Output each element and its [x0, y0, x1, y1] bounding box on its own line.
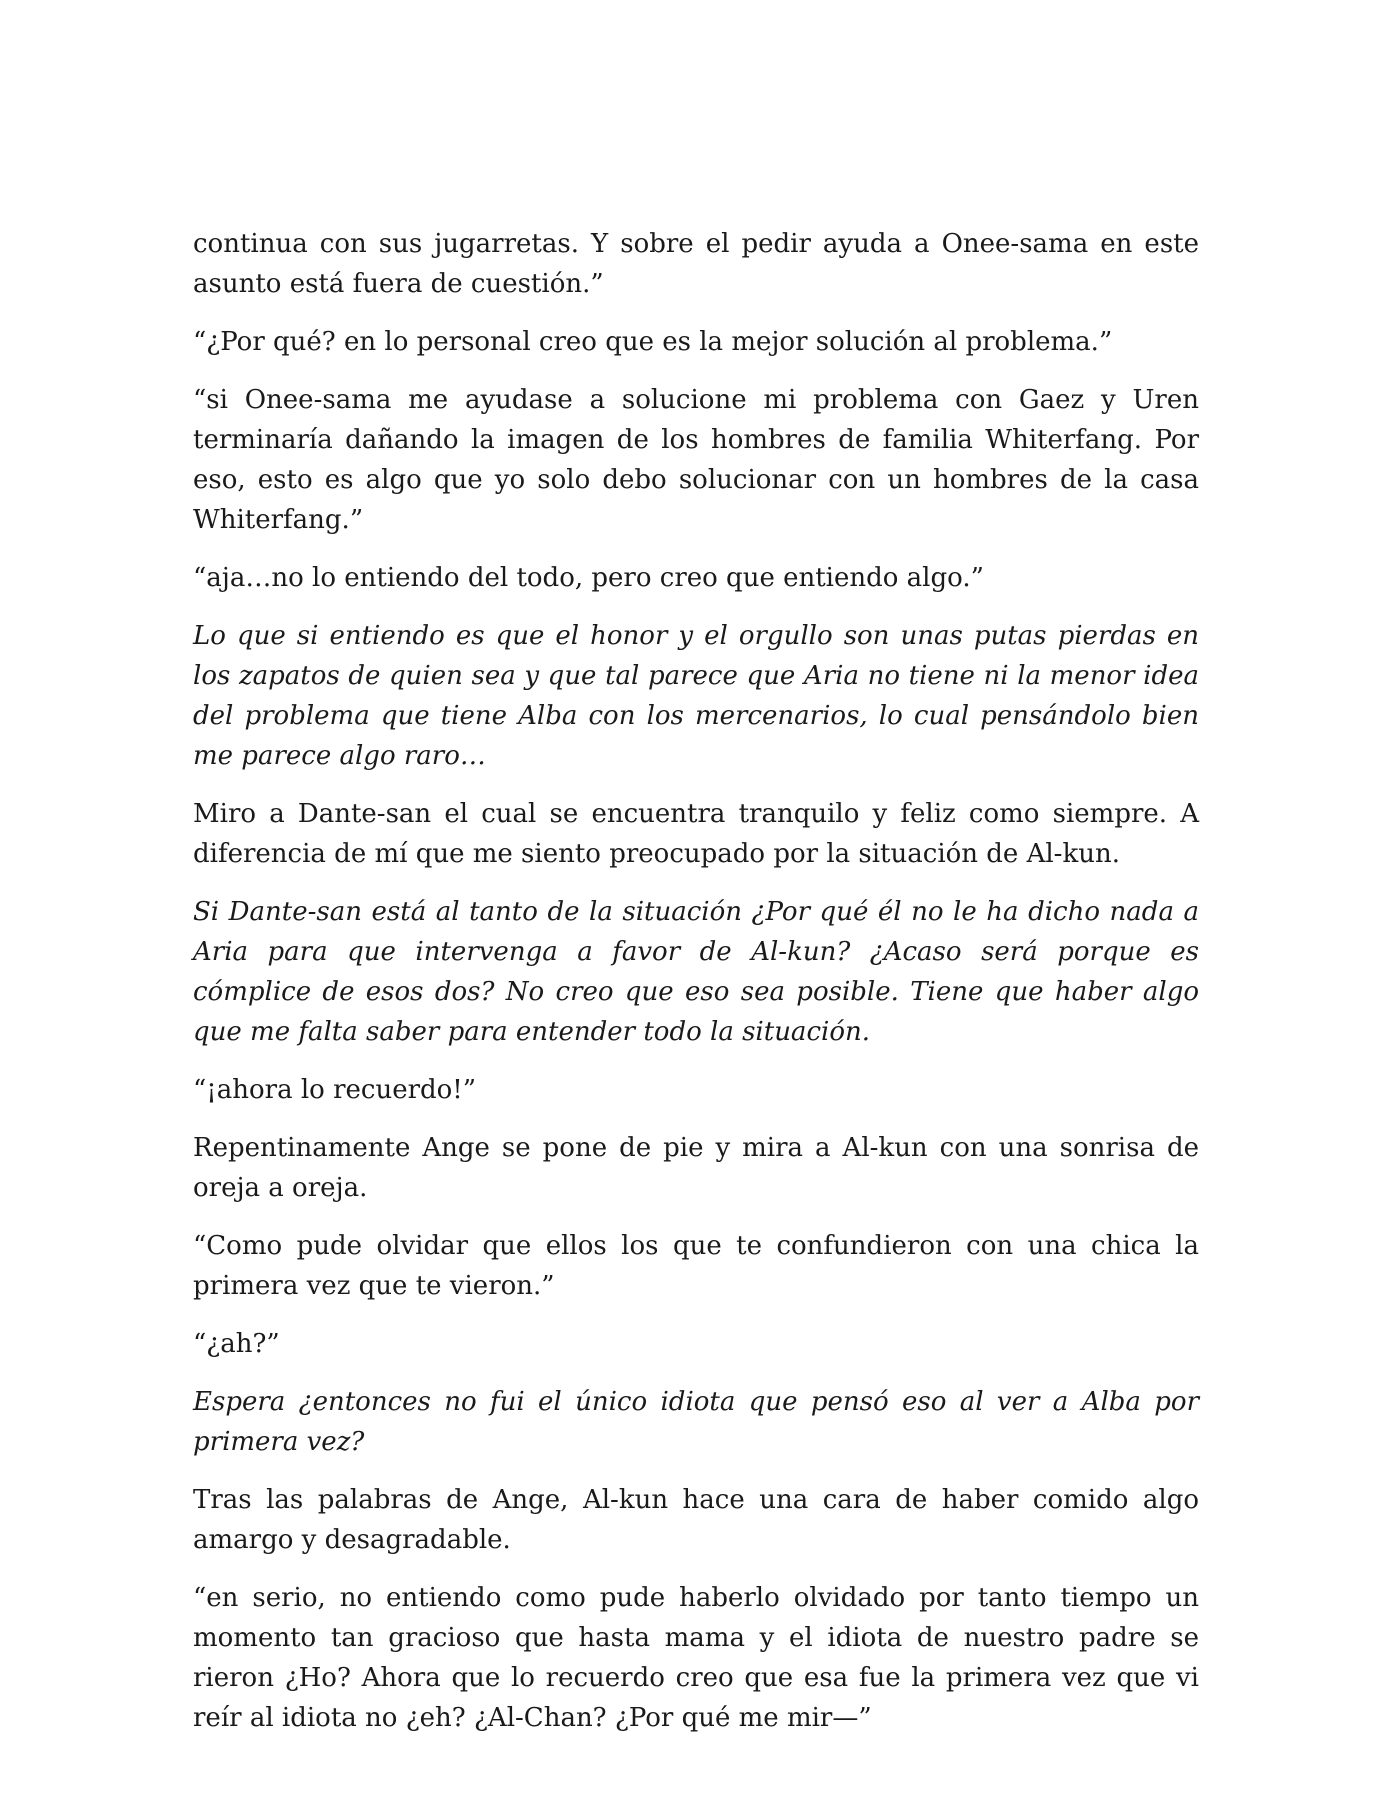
text-column: [193, 224, 1199, 1756]
paragraph-11: “¿ah?”: [193, 1329, 280, 1359]
paragraph-2: “¿Por qué? en lo personal creo que es la mejor solución al problema.”: [193, 327, 1113, 357]
paragraph-4: “aja…no lo entiendo del todo, pero creo que entiendo algo.”: [193, 563, 984, 593]
paragraph-10: “Como pude olvidar que ellos los que te confundieron con una chica la primera vez que te vieron.”: [193, 1231, 1199, 1301]
paragraph-3: “si Onee-sama me ayudase a solucione mi problema con Gaez y Uren terminaría dañando la imagen de los hombres de familia Whiterfang. Por eso, esto es algo que yo solo debo solucionar con un hombres de la casa Whiterfang.”: [193, 385, 1199, 535]
paragraph-7-thought: Si Dante-san está al tanto de la situación ¿Por qué él no le ha dicho nada a Aria para que intervenga a favor de Al-kun? ¿Acaso será porque es cómplice de esos dos? No creo que eso sea posible. Tiene que haber algo que me falta saber para entender todo la situación.: [193, 897, 1199, 1047]
paragraph-5-thought: Lo que si entiendo es que el honor y el orgullo son unas putas pierdas en los zapatos de quien sea y que tal parece que Aria no tiene ni la menor idea del problema que tiene Alba con los mercenarios, lo cual pensándolo bien me parece algo raro…: [193, 621, 1199, 771]
paragraph-6: Miro a Dante-san el cual se encuentra tranquilo y feliz como siempre. A diferencia de mí que me siento preocupado por la situación de Al-kun.: [193, 799, 1199, 869]
paragraph-14: “en serio, no entiendo como pude haberlo olvidado por tanto tiempo un momento tan gracioso que hasta mama y el idiota de nuestro padre se rieron ¿Ho? Ahora que lo recuerdo creo que esa fue la primera vez que vi reír al idiota no ¿eh? ¿Al-Chan? ¿Por qué me mir—”: [193, 1583, 1199, 1733]
paragraph-13: Tras las palabras de Ange, Al-kun hace una cara de haber comido algo amargo y desagradable.: [193, 1485, 1199, 1555]
paragraph-9: Repentinamente Ange se pone de pie y mira a Al-kun con una sonrisa de oreja a oreja.: [193, 1133, 1199, 1203]
paragraph-12-thought: Espera ¿entonces no fui el único idiota que pensó eso al ver a Alba por primera vez?: [193, 1387, 1199, 1457]
paragraph-1: continua con sus jugarretas. Y sobre el pedir ayuda a Onee-sama en este asunto está fuera de cuestión.”: [193, 229, 1199, 299]
paragraph-8: “¡ahora lo recuerdo!”: [193, 1075, 477, 1105]
